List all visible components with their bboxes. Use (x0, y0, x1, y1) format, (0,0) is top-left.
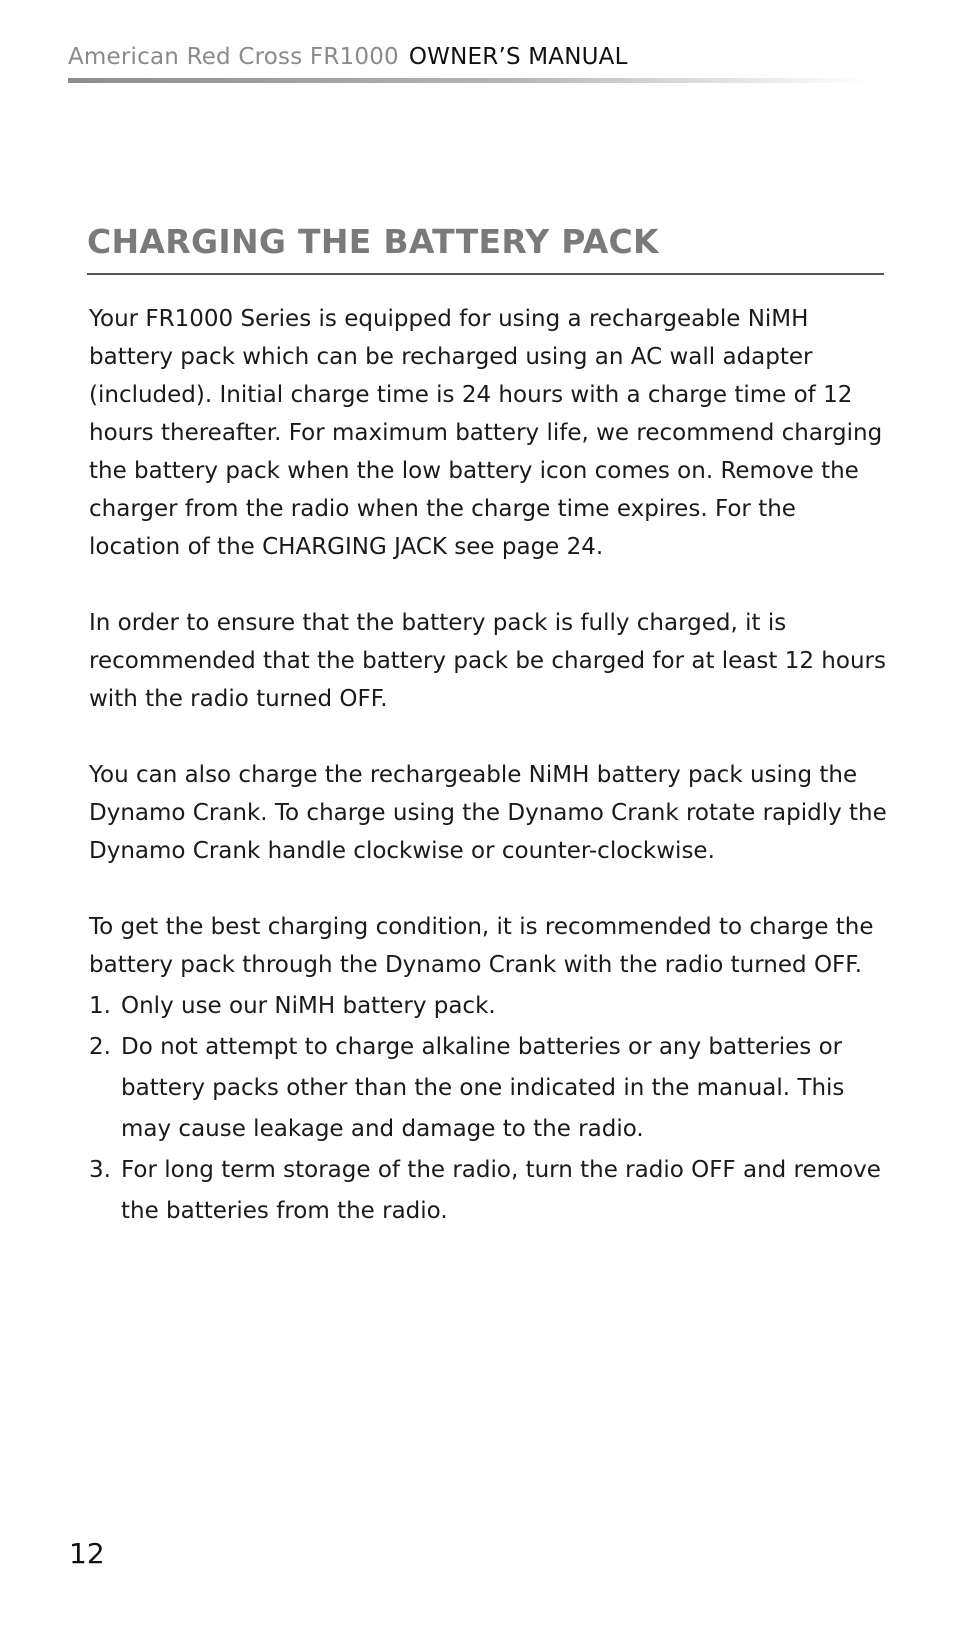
header-rule (68, 78, 868, 83)
list-item-number: 2. (89, 1034, 111, 1060)
page-number: 12 (69, 1537, 105, 1570)
header-brand: American Red Cross FR1000 (68, 44, 399, 70)
section-title: CHARGING THE BATTERY PACK (87, 222, 659, 261)
list-item-text: Only use our NiMH battery pack. (121, 993, 496, 1019)
list-item-text: For long term storage of the radio, turn the radio OFF and remove the batteries from the radio. (121, 1157, 881, 1224)
running-header (68, 44, 628, 70)
list-item (89, 1150, 889, 1232)
caution-list (89, 986, 889, 1232)
paragraph-full-charge: In order to ensure that the battery pack is fully charged, it is recommended that the battery pack be charged for at least 12 hours with the radio turned OFF. (89, 610, 886, 712)
list-item-number: 3. (89, 1157, 111, 1183)
paragraph-dynamo-crank: You can also charge the rechargeable NiMH battery pack using the Dynamo Crank. To charge using the Dynamo Crank rotate rapidly the Dynamo Crank handle clockwise or counter-clockwise. (89, 762, 887, 864)
header-manual-title: OWNER’S MANUAL (408, 44, 628, 70)
list-item (89, 986, 889, 1027)
list-item (89, 1027, 889, 1150)
paragraph-charging-intro: Your FR1000 Series is equipped for using a rechargeable NiMH battery pack which can be recharged using an AC wall adapter (included). Initial charge time is 24 hours with a charge time of 12 hours thereafter. For maximum battery life, we recommend charging the battery pack when the low battery icon comes on. Remove the charger from the radio when the charge time expires. For the location of the CHARGING JACK see page 24. (89, 306, 883, 560)
paragraph-best-condition: To get the best charging condition, it is recommended to charge the battery pack through the Dynamo Crank with the radio turned OFF. (89, 914, 874, 978)
list-item-text: Do not attempt to charge alkaline batteries or any batteries or battery packs other than the one indicated in the manual. This may cause leakage and damage to the radio. (121, 1034, 845, 1142)
list-item-number: 1. (89, 993, 111, 1019)
section-body (89, 300, 889, 1232)
title-rule (87, 273, 884, 275)
